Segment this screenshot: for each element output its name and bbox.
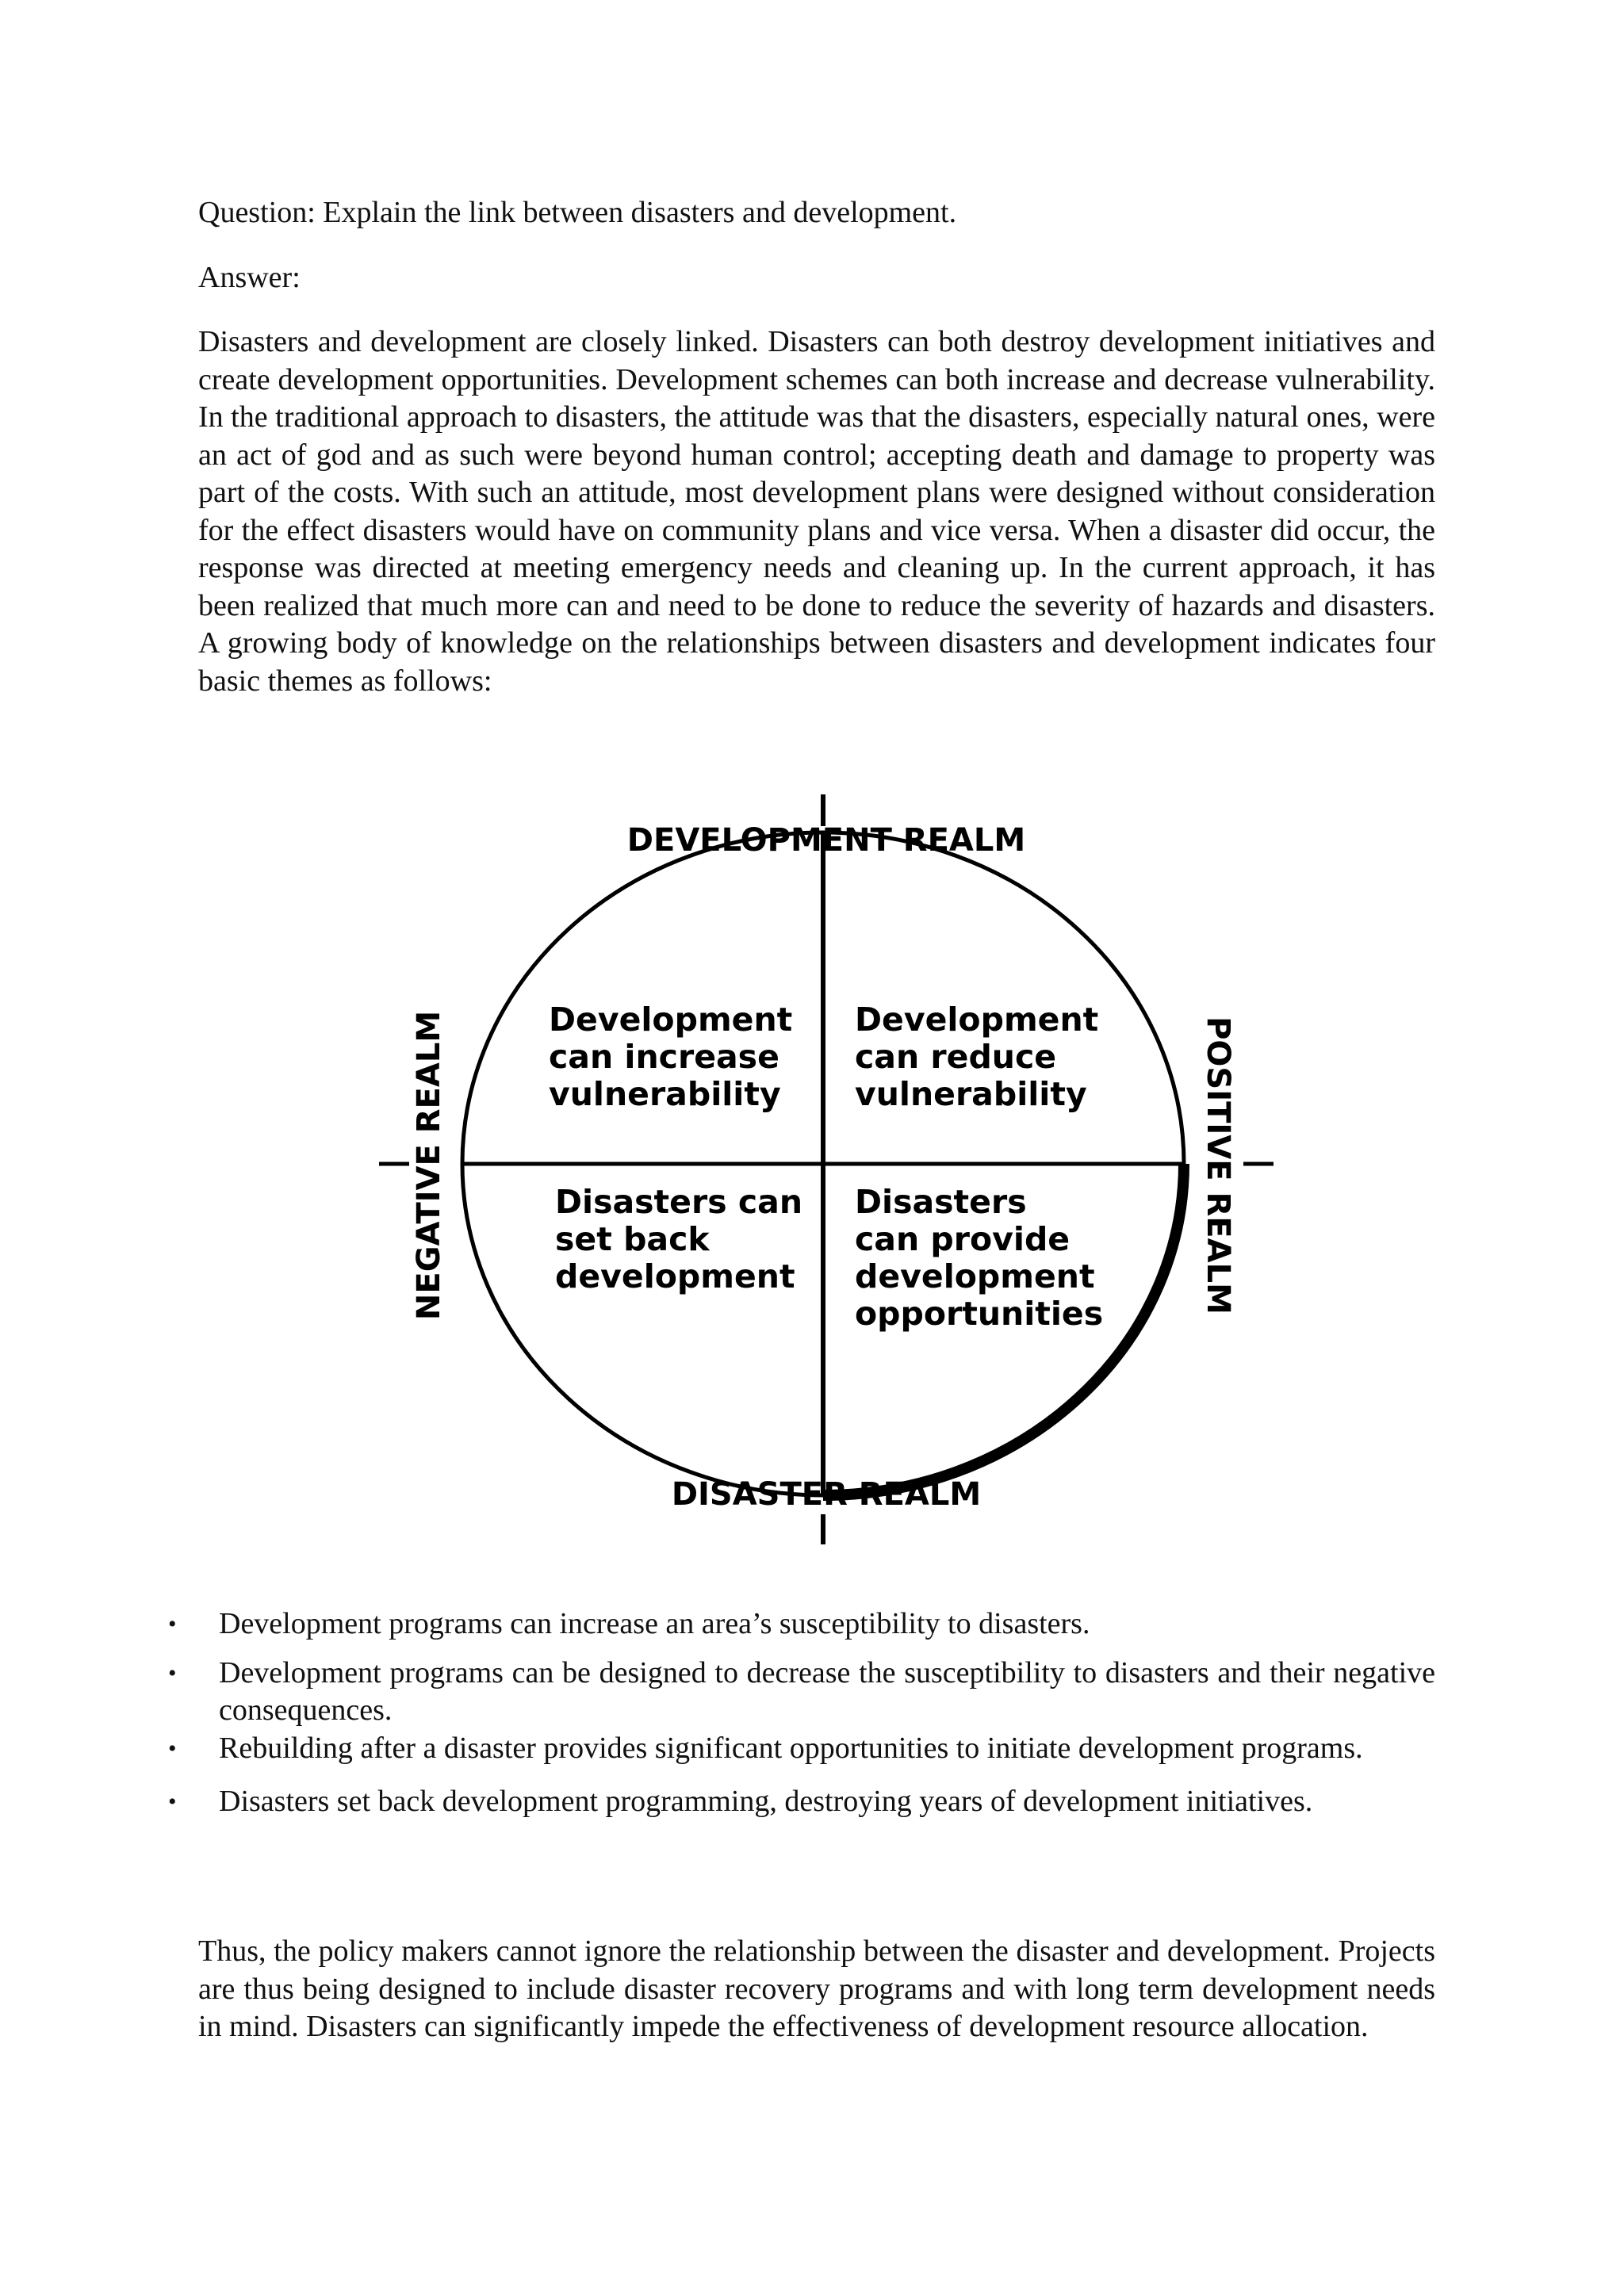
list-item-text: Development programs can increase an area’s susceptibility to disasters. xyxy=(219,1607,1090,1640)
quadrant-text-line: can increase xyxy=(549,1038,779,1076)
quadrant-top-left xyxy=(549,1001,792,1113)
positive-realm-label: POSITIVE REALM xyxy=(1200,1016,1236,1314)
quadrant-text-line: vulnerability xyxy=(855,1075,1087,1113)
diagram-svg xyxy=(365,785,1277,1554)
list-item xyxy=(159,1605,1435,1644)
quadrant-text-line: opportunities xyxy=(855,1295,1104,1333)
quadrant-bottom-right xyxy=(855,1183,1103,1333)
themes-bullet-list xyxy=(159,1605,1435,1821)
list-item-text: Rebuilding after a disaster provides significant opportunities to initiate development programs. xyxy=(219,1731,1363,1765)
list-item xyxy=(159,1655,1435,1730)
quadrant-text-line: development xyxy=(555,1257,795,1295)
quadrant-bottom-left xyxy=(555,1183,802,1295)
disaster-development-diagram xyxy=(365,785,1277,1554)
list-item xyxy=(159,1783,1435,1821)
bullet-icon: • xyxy=(168,1611,177,1637)
quadrant-text-line: development xyxy=(855,1257,1095,1295)
development-realm-label: DEVELOPMENT REALM xyxy=(626,822,1026,859)
disaster-realm-label: DISASTER REALM xyxy=(671,1476,982,1513)
conclusion-paragraph: Thus, the policy makers cannot ignore the relationship between the disaster and development. Projects are thus being designed to include disaster recovery programs and with long term development needs in mind. Disasters can significantly impede the effectiveness of development resource allocation. xyxy=(198,1934,1435,2043)
list-item xyxy=(159,1730,1435,1768)
bullet-icon: • xyxy=(168,1735,177,1762)
intro-paragraph: Disasters and development are closely linked. Disasters can both destroy development initiatives and create development opportunities. Development schemes can both increase and decrease vulnerability. In the traditional approach to disasters, the attitude was that the disasters, especially natural ones, were an act of god and as such were beyond human control; accepting death and damage to property was part of the costs. With such an attitude, most development plans were designed without consideration for the effect disasters would have on community plans and vice versa. When a disaster did occur, the response was directed at meeting emergency needs and cleaning up. In the current approach, it has been realized that much more can and need to be done to reduce the severity of hazards and disasters. A growing body of knowledge on the relationships between disasters and development indicates four basic themes as follows: xyxy=(198,325,1435,698)
bullet-icon: • xyxy=(168,1659,177,1686)
question-text: Question: Explain the link between disasters and development. xyxy=(198,196,957,229)
list-item-text: Development programs can be designed to decrease the susceptibility to disasters and their negative consequences. xyxy=(219,1655,1435,1727)
quadrant-text-line: vulnerability xyxy=(549,1075,781,1113)
quadrant-text-line: Disasters can xyxy=(555,1183,803,1221)
quadrant-top-right xyxy=(855,1001,1098,1113)
quadrant-text-line: can reduce xyxy=(855,1038,1057,1076)
quadrant-text-line: Development xyxy=(549,1001,793,1039)
answer-label: Answer: xyxy=(198,261,301,294)
quadrant-text-line: Development xyxy=(855,1001,1099,1039)
negative-realm-label: NEGATIVE REALM xyxy=(411,1010,447,1321)
list-item-text: Disasters set back development programming, destroying years of development initiatives. xyxy=(219,1785,1313,1818)
quadrant-text-line: Disasters xyxy=(855,1183,1027,1221)
quadrant-text-line: set back xyxy=(555,1220,710,1258)
quadrant-text-line: can provide xyxy=(855,1220,1071,1258)
bullet-icon: • xyxy=(168,1789,177,1815)
